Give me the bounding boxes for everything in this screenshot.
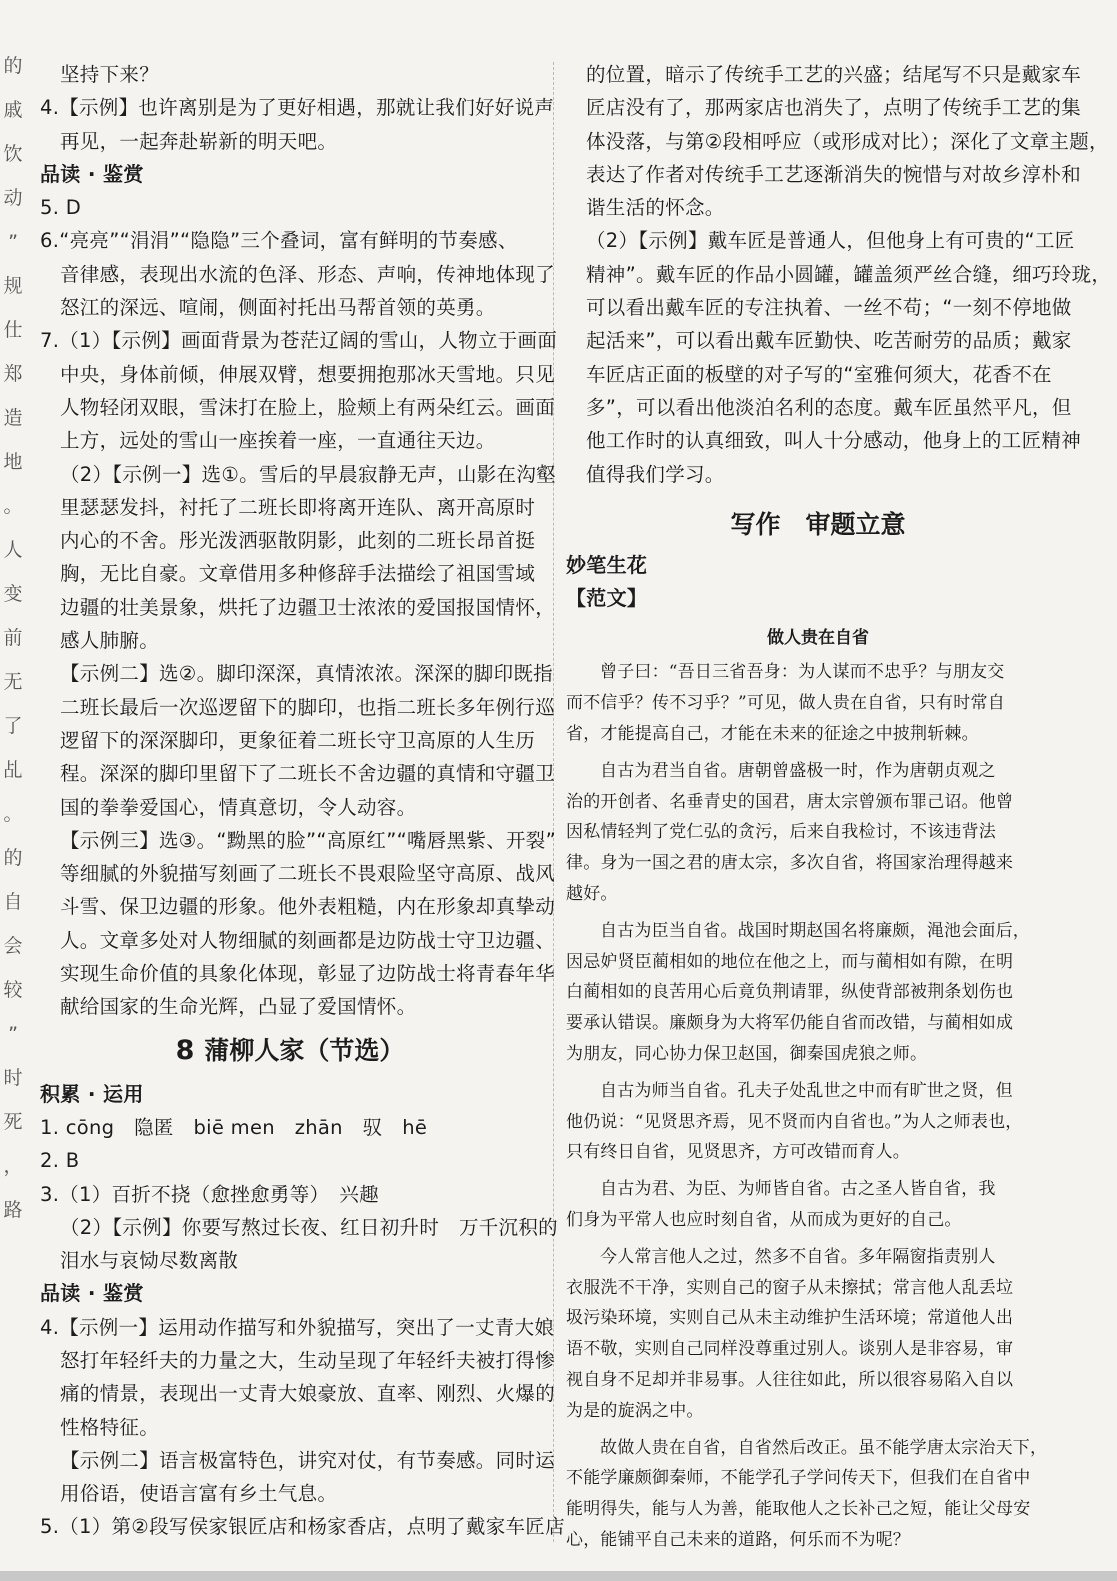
essay-line: 因忌妒贤臣蔺相如的地位在他之上，而与蔺相如有隙，在明 (566, 951, 1014, 972)
edge-char: 乩 (3, 759, 23, 781)
text-line: 多”，可以看出他淡泊名利的态度。戴车匠虽然平凡，但 (586, 395, 1072, 419)
chapter-title: 蒲柳人家（节选） (204, 1035, 405, 1065)
text-line: （2）【示例】戴车匠是普通人，但他身上有可贵的“工匠 (586, 229, 1075, 253)
essay-line: 只有终日自省，见贤思齐，方可改错而育人。 (566, 1142, 910, 1163)
essay-line: 要承认错误。廉颇身为大将军仍能自省而改错，与蔺相如成 (566, 1013, 1014, 1034)
text-line: 怒打年轻纤夫的力量之大，生动呈现了年轻纤夫被打得惨 (60, 1348, 556, 1372)
text-line: 内心的不舍。彤光泼洒驱散阴影，此刻的二班长昂首挺 (60, 529, 536, 553)
essay-line: 心，能铺平自己未来的道路，何乐而不为呢？ (566, 1529, 910, 1550)
right-column (566, 58, 1112, 1556)
scan-bottom-band (0, 1571, 1117, 1581)
essay-line: 治的开创者、名垂青史的国君，唐太宗曾颁布罪己诏。他曾 (566, 791, 1014, 812)
text-line: 1. cōng 隐匿 biē men zhān 驭 hē (40, 1115, 428, 1139)
edge-char: 变 (3, 583, 23, 605)
edge-char: 会 (3, 935, 23, 957)
text-line: 谐生活的怀念。 (586, 196, 725, 220)
left-edge-fragment (0, 55, 26, 1243)
edge-char: 。 (3, 803, 23, 825)
text-line: 2. B (40, 1149, 80, 1173)
essay-body (566, 657, 1070, 1555)
text-line: 感人肺腑。 (60, 629, 160, 653)
essay-paragraph (566, 1174, 1070, 1236)
essay-paragraph (566, 1076, 1070, 1168)
text-line: 【示例二】选②。脚印深深，真情浓浓。深深的脚印既指 (60, 662, 553, 686)
essay-line: 因私情轻判了党仁弘的贪污，后来自我检讨，不该违背法 (566, 822, 996, 843)
essay-line: 圾污染环境，实则自己从未主动维护生活环境；常道他人出 (566, 1308, 1014, 1329)
writing-heading: 写作 审题立意 (730, 509, 906, 539)
text-line: 【示例二】语言极富特色，讲究对仗，有节奏感。同时运 (60, 1448, 556, 1472)
model-essay-tag: 【范文】 (566, 586, 648, 611)
essay-title: 做人贵在自省 (767, 628, 869, 649)
edge-char: 的 (3, 847, 23, 869)
edge-char: 自 (3, 891, 23, 913)
text-line: 起活来”，可以看出戴车匠勤快、吃苦耐劳的品质；戴家 (586, 329, 1072, 353)
essay-line: 们身为平常人也应时刻自省，从而成为更好的自己。 (566, 1210, 962, 1230)
edge-char: ， (3, 1155, 23, 1177)
text-line: 胸，无比自豪。文章借用多种修辞手法描绘了祖国雪域 (60, 562, 536, 586)
text-line: 表达了作者对传统手工艺逐渐消失的惋惜与对故乡淳朴和 (586, 162, 1082, 186)
text-line: 4.【示例一】运用动作描写和外貌描写，突出了一丈青大娘 (40, 1315, 555, 1339)
essay-paragraph (566, 916, 1070, 1070)
text-line: 程。深深的脚印里留下了二班长不舍边疆的真情和守疆卫 (60, 762, 556, 786)
text-line: 6.“亮亮”“涓涓”“隐隐”三个叠词，富有鲜明的节奏感、 (40, 229, 518, 253)
text-line: 5.（1）第②段写侯家银匠店和杨家香店，点明了戴家车匠店 (40, 1515, 565, 1539)
text-line: 泪水与哀恸尽数离散 (60, 1249, 239, 1273)
text-line: 的位置，暗示了传统手工艺的兴盛；结尾写不只是戴家车 (586, 63, 1082, 86)
edge-char: 造 (3, 407, 23, 429)
text-line: 国的拳拳爱国心，情真意切，令人动容。 (60, 795, 417, 819)
essay-line: 自古为臣当自省。战国时期赵国名将廉颇，渑池会面后， (600, 920, 1030, 941)
essay-paragraph (566, 1433, 1070, 1556)
text-line: 5. D (40, 196, 82, 220)
text-line: 逻留下的深深脚印，更象征着二班长守卫高原的人生历 (60, 728, 536, 752)
edge-char: 前 (3, 627, 23, 649)
essay-line: 故做人贵在自省，自省然后改正。虽不能学唐太宗治天下， (600, 1437, 1048, 1458)
essay-line: 自古为君当自省。唐朝曾盛极一时，作为唐朝贞观之 (600, 760, 996, 781)
text-line: 精神”。戴车匠的作品小圆罐，罐盖须严丝合缝，细巧玲珑， (586, 262, 1112, 286)
text-line: 上方，远处的雪山一座挨着一座，一直通往天边。 (60, 429, 496, 453)
essay-line: 不能学廉颇御秦师，不能学孔子学问传天下，但我们在自省中 (566, 1468, 1031, 1489)
essay-line: 白蔺相如的良苦用心后竟负荆请罪，纵使背部被荆条划伤也 (566, 982, 1014, 1003)
text-line: 性格特征。 (60, 1415, 160, 1439)
edge-char: 死 (3, 1111, 23, 1133)
text-line: 【示例三】选③。“黝黑的脸”“高原红”“嘴唇黑紫、开裂” (60, 828, 556, 852)
text-line: 他工作时的认真细致，叫人十分感动，他身上的工匠精神 (586, 429, 1082, 453)
chapter-heading (40, 1024, 540, 1078)
text-line: 可以看出戴车匠的专注执着、一丝不苟；“一刻不停地做 (586, 296, 1072, 320)
essay-line: 曾子曰：“吾日三省吾身：为人谋而不忠乎？与朋友交 (600, 662, 1005, 683)
text-line: 车匠店正面的板壁的对子写的“室雅何须大，花香不在 (586, 362, 1052, 386)
chapter-number: 8 (175, 1034, 195, 1066)
essay-line: 律。身为一国之君的唐太宗，多次自省，将国家治理得越来 (566, 853, 1014, 874)
text-line: 中央，身体前倾，伸展双臂，想要拥抱那冰天雪地。只见 (60, 362, 556, 386)
text-line: 二班长最后一次巡逻留下的脚印，也指二班长多年例行巡 (60, 695, 556, 719)
essay-line: 自古为君、为臣、为师皆自省。古之圣人皆自省，我 (600, 1179, 996, 1200)
text-line: 3.（1）百折不挠（愈挫愈勇等） 兴趣 (40, 1182, 379, 1206)
essay-line: 视自身不足却并非易事。人往往如此，所以很容易陷入自以 (566, 1369, 1014, 1390)
left-column (40, 58, 565, 1544)
essay-line: 自古为师当自省。孔夫子处乱世之中而有旷世之贤，但 (600, 1080, 1013, 1101)
essay-paragraph (566, 657, 1070, 749)
essay-line: 省，才能提高自己，才能在未来的征途之中披荆斩棘。 (566, 724, 979, 745)
text-line: 再见，一起奔赴崭新的明天吧。 (60, 129, 338, 153)
edge-char: 饮 (3, 143, 23, 165)
text-line: 品读 · 鉴赏 (40, 161, 144, 186)
edge-char: ” (8, 231, 18, 253)
text-line: 等细腻的外貌描写刻画了二班长不畏艰险坚守高原、战风 (60, 862, 556, 886)
text-line: （2）【示例一】选①。雪后的早晨寂静无声，山影在沟壑 (60, 462, 556, 486)
text-line: 斗雪、保卫边疆的形象。他外表粗糙，内在形象却真挚动 (60, 895, 556, 919)
essay-line: 而不信乎？传不习乎？”可见，做人贵在自省，只有时常自 (566, 693, 1005, 714)
text-line: 品读 · 鉴赏 (40, 1281, 144, 1306)
text-line: 坚持下来？ (60, 63, 160, 86)
edge-char: 时 (3, 1067, 23, 1089)
text-line: 值得我们学习。 (586, 462, 725, 486)
text-line: 人物轻闭双眼，雪沫打在脸上，脸颊上有两朵红云。画面 (60, 395, 556, 419)
edge-char: ” (8, 1023, 18, 1045)
text-line: 痛的情景，表现出一丈青大娘豪放、直率、刚烈、火爆的 (60, 1382, 556, 1406)
essay-line: 为朋友，同心协力保卫赵国，御秦国虎狼之师。 (566, 1044, 928, 1065)
text-line: 音律感，表现出水流的色泽、形态、声响，传神地体现了 (60, 262, 556, 286)
edge-char: 路 (3, 1199, 23, 1221)
essay-line: 为是的旋涡之中。 (566, 1400, 704, 1421)
edge-char: 了 (3, 715, 23, 737)
edge-char: 仕 (3, 319, 23, 341)
essay-line: 他仍说：“见贤思齐焉，见不贤而内自省也。”为人之师表也， (566, 1111, 1023, 1132)
essay-paragraph (566, 1242, 1070, 1427)
text-line: 里瑟瑟发抖，衬托了二班长即将离开连队、离开高原时 (60, 495, 536, 519)
text-line: 边疆的壮美景象，烘托了边疆卫士浓浓的爱国报国情怀， (60, 595, 556, 619)
text-line: 用俗语，使语言富有乡土气息。 (60, 1482, 338, 1506)
text-line: 匠店没有了，那两家店也消失了，点明了传统手工艺的集 (586, 96, 1082, 120)
edge-char: 动 (3, 187, 23, 209)
essay-line: 今人常言他人之过，然多不自省。多年隔窗指责别人 (600, 1246, 996, 1267)
essay-line: 语不敬，实则自己同样没尊重过别人。谈别人是非容易，审 (566, 1339, 1014, 1360)
edge-char: 无 (3, 671, 23, 693)
edge-char: 郑 (3, 363, 23, 385)
text-line: 4.【示例】也许离别是为了更好相遇，那就让我们好好说声 (40, 96, 555, 120)
essay-line: 越好。 (566, 884, 618, 905)
essay-paragraph (566, 756, 1070, 910)
essay-line: 能明得失，能与人为善，能取他人之长补己之短，能让父母安 (566, 1499, 1031, 1520)
edge-char: 戚 (3, 99, 23, 121)
text-line: 7.（1）【示例】画面背景为苍茫辽阔的雪山，人物立于画面 (40, 329, 558, 353)
text-line: 积累 · 运用 (40, 1081, 144, 1106)
edge-char: 。 (3, 495, 23, 517)
edge-char: 人 (3, 539, 23, 561)
text-line: 献给国家的生命光辉，凸显了爱国情怀。 (60, 995, 417, 1019)
text-line: （2）【示例】你要写熬过长夜、红日初升时 万千沉积的 (60, 1215, 558, 1239)
text-line: 人。文章多处对人物细腻的刻画都是边防战士守卫边疆、 (60, 928, 556, 952)
text-line: 实现生命价值的具象化体现，彰显了边防战士将青春年华 (60, 962, 556, 986)
edge-char: 的 (3, 55, 23, 77)
edge-char: 地 (3, 451, 23, 473)
edge-char: 规 (3, 275, 23, 297)
text-line: 怒江的深远、喧闹，侧面衬托出马帮首领的英勇。 (60, 296, 496, 320)
edge-char: 较 (3, 979, 23, 1001)
text-line: 体没落，与第②段相呼应（或形成对比）；深化了文章主题， (586, 129, 1109, 153)
writing-section-title: 妙笔生花 (566, 552, 648, 577)
essay-line: 衣服洗不干净，实则自己的窗子从未擦拭；常言他人乱丢垃 (566, 1277, 1014, 1298)
